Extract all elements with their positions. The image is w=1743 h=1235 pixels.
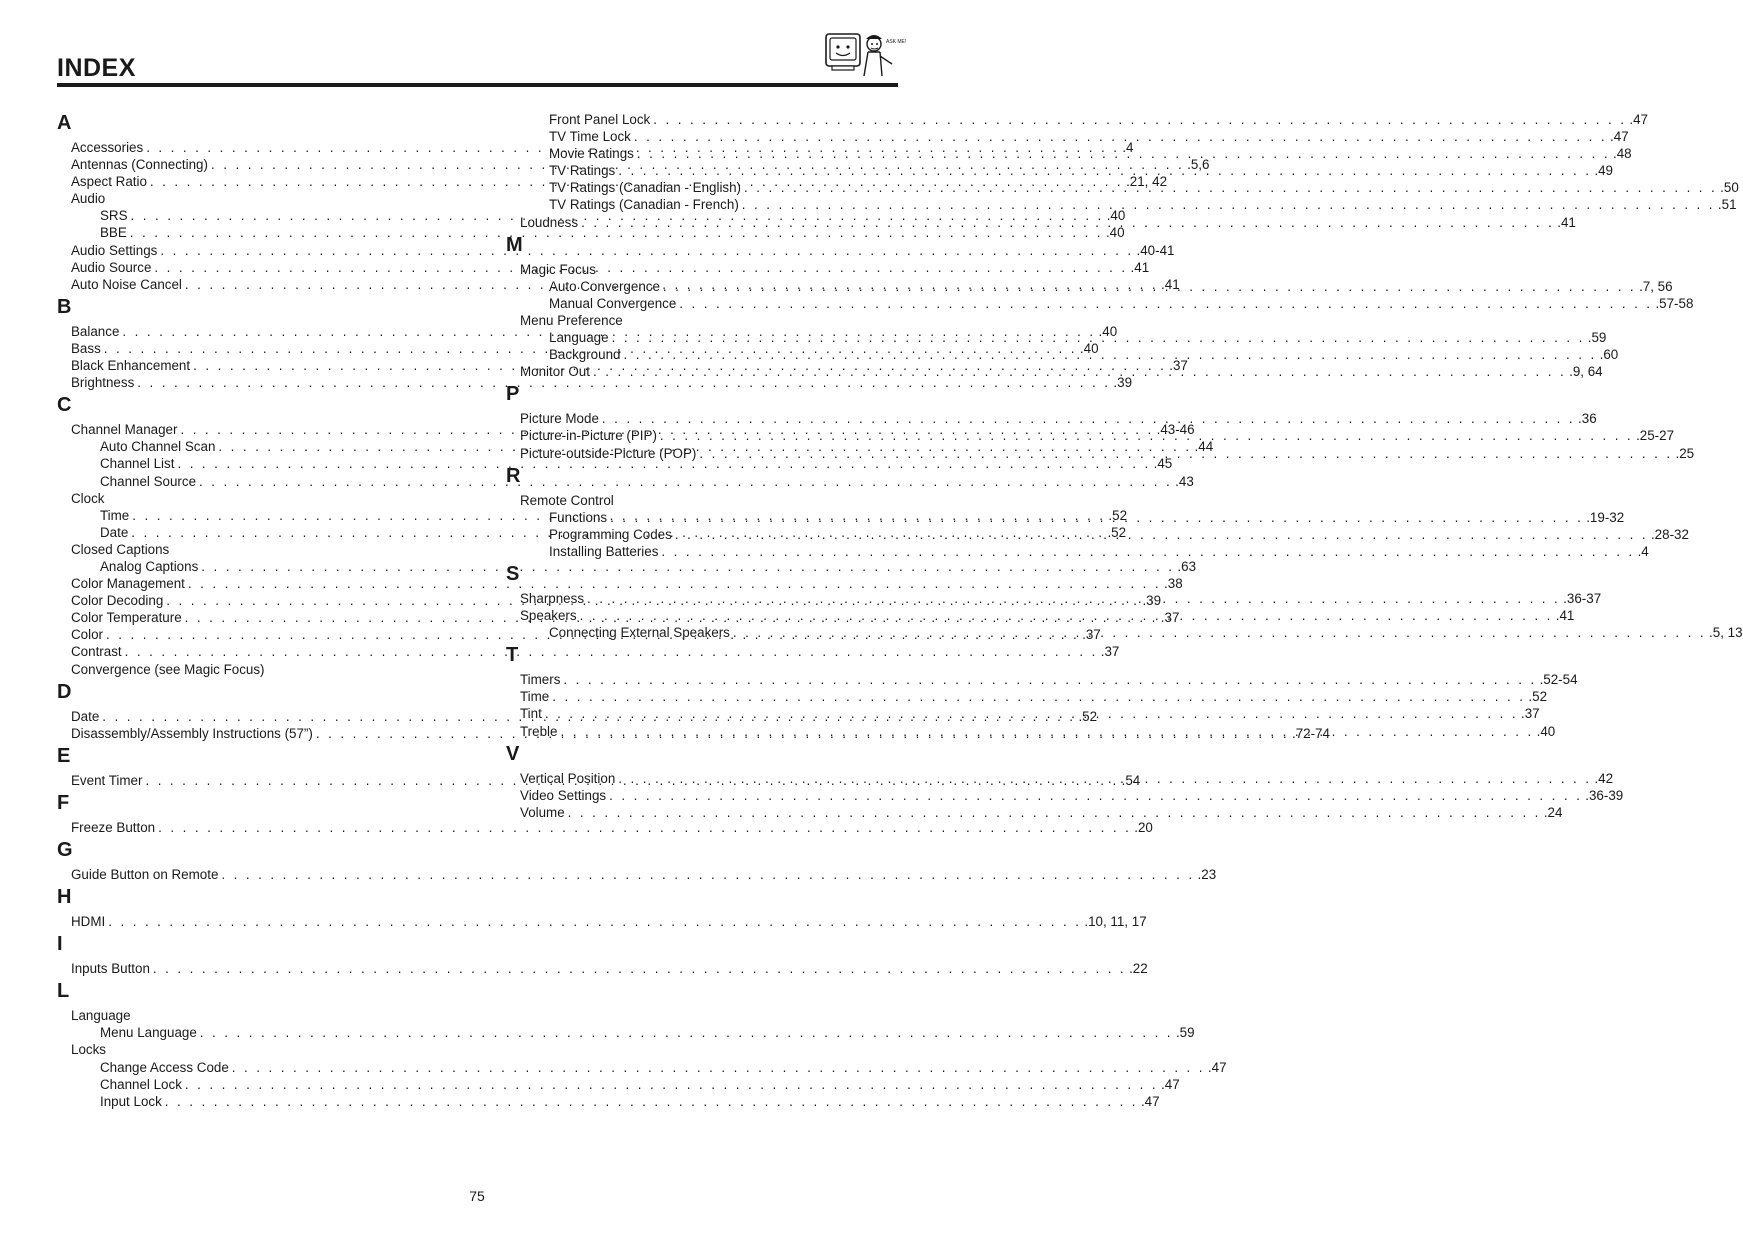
section-letter: M (506, 233, 523, 256)
entry-term: Language (71, 1008, 131, 1024)
index-entry (57, 473, 1194, 490)
entry-page-ref: .54 (1121, 772, 1141, 788)
entry-page-ref: .40 (1536, 723, 1556, 739)
ask-me-mascot-logo (824, 30, 907, 80)
section-letter: G (57, 839, 73, 861)
entry-term: Balance (71, 323, 120, 339)
entry-page-ref: .41 (1555, 608, 1575, 624)
index-section (57, 885, 1147, 930)
title-rule (57, 83, 898, 87)
dot-leader (660, 427, 1633, 444)
entry-page-ref: .47 (1207, 1059, 1227, 1075)
index-entry (57, 643, 1120, 660)
entry-term: Functions (549, 509, 608, 525)
entry-page-ref: .20 (1134, 819, 1153, 835)
entry-page-ref: .59 (1175, 1025, 1195, 1041)
entry-page-ref: .36 (1578, 411, 1597, 427)
section-letter: F (57, 791, 70, 814)
dot-leader (609, 787, 1582, 804)
dot-leader (610, 509, 1583, 526)
dot-leader (618, 770, 1591, 787)
entry-term: Audio (71, 191, 106, 207)
index-entry (57, 960, 1148, 977)
entry-page-ref: .48 (1612, 146, 1632, 162)
dot-leader (200, 1024, 1173, 1041)
entry-page-ref: .52-54 (1539, 672, 1578, 688)
entry-page-ref: .40 (1079, 340, 1099, 356)
index-section (57, 932, 1148, 977)
entry-term: SRS (100, 208, 128, 224)
dot-leader (661, 543, 1634, 560)
entry-term: Tint (520, 706, 542, 722)
dot-leader (744, 179, 1717, 196)
entry-page-ref: .37 (1520, 706, 1540, 722)
entry-page-ref: .40-41 (1136, 242, 1175, 258)
dot-leader (560, 723, 1533, 740)
index-entry (57, 224, 1125, 241)
dot-leader (602, 410, 1575, 427)
entry-page-ref: .44 (1194, 439, 1214, 455)
entry-page-ref: .41 (1130, 259, 1150, 275)
entry-term: HDMI (71, 914, 106, 930)
index-entry (57, 1076, 1180, 1093)
section-letter: T (506, 644, 519, 667)
entry-page-ref: .22 (1129, 961, 1148, 977)
entry-term: Input Lock (100, 1093, 162, 1109)
entry-page-ref: .36-37 (1563, 590, 1602, 606)
entry-page-ref: .41 (1161, 276, 1180, 292)
index-entry (506, 295, 1694, 312)
entry-term: TV Time Lock (549, 129, 631, 145)
index-entry (57, 1093, 1160, 1110)
index-entry (57, 913, 1147, 930)
entry-page-ref: .36-39 (1585, 787, 1624, 803)
entry-term: Change Access Code (100, 1059, 229, 1075)
section-letter: A (57, 112, 72, 134)
dot-leader (108, 913, 1081, 930)
entry-page-ref: .21, 42 (1126, 174, 1168, 190)
entry-page-ref: .50 (1720, 180, 1739, 196)
entry-page-ref: .25-27 (1636, 428, 1675, 444)
entry-term: Auto Convergence (549, 278, 660, 294)
entry-page-ref: .47 (1610, 129, 1629, 145)
dot-leader (221, 866, 1194, 883)
entry-term: Menu Language (100, 1025, 197, 1041)
entry-term: TV Ratings (Canadian - French) (549, 197, 739, 213)
index-entry (57, 374, 1133, 391)
index-entry (506, 196, 1737, 213)
entry-page-ref: .9, 64 (1569, 364, 1603, 380)
entry-term: Contrast (71, 644, 122, 660)
entry-page-ref: .40 (1106, 208, 1126, 224)
dot-leader (699, 445, 1672, 462)
entry-term: Aspect Ratio (71, 174, 147, 190)
entry-page-ref: .63 (1177, 558, 1197, 574)
index-entry (57, 1024, 1195, 1041)
entry-term: Treble (520, 723, 558, 739)
entry-page-ref: .4 (1637, 543, 1649, 559)
entry-term: Freeze Button (71, 819, 156, 835)
entry-term: Remote Control (520, 492, 614, 508)
section-letter: P (506, 383, 520, 406)
entry-term: Guide Button on Remote (71, 867, 219, 882)
dot-leader (618, 162, 1591, 179)
dot-leader (675, 526, 1648, 543)
dot-leader (733, 624, 1706, 641)
dot-leader (623, 346, 1596, 363)
entry-page-ref: .37 (1169, 358, 1188, 374)
index-entry (506, 787, 1624, 804)
dot-leader (663, 278, 1636, 295)
entry-term: Picture-in-Picture (PIP) (520, 428, 657, 444)
entry-term: Front Panel Lock (549, 112, 651, 127)
page-title: INDEX (57, 54, 136, 82)
entry-term: Background (549, 347, 621, 363)
entry-page-ref: .40 (1098, 323, 1118, 339)
entry-term: Brightness (71, 375, 135, 391)
index-entry (506, 671, 1578, 688)
index-entry (57, 1059, 1227, 1076)
index-entry (57, 242, 1175, 259)
index-entry (57, 819, 1153, 836)
entry-term: Black Enhancement (71, 358, 191, 374)
index-entry (506, 804, 1563, 821)
entry-term: Inputs Button (71, 961, 150, 977)
entry-term: Picture-outside-Picture (POP) (520, 445, 697, 461)
dot-leader (634, 128, 1607, 145)
entry-term: Bass (71, 340, 101, 356)
section-letter: I (57, 933, 63, 956)
dot-leader (637, 145, 1610, 162)
entry-term: Audio Settings (71, 242, 158, 258)
entry-page-ref: .7, 56 (1639, 278, 1673, 294)
section-letter: L (57, 980, 70, 1003)
index-section (57, 979, 1227, 1110)
entry-term: TV Ratings (Canadian - English) (549, 180, 742, 196)
entry-term: Manual Convergence (549, 295, 677, 311)
entry-term: Clock (71, 490, 105, 506)
entry-page-ref: .60 (1599, 347, 1619, 363)
entry-page-ref: .4 (1122, 140, 1134, 155)
entry-term: Picture Mode (520, 411, 599, 427)
dot-leader (568, 804, 1541, 821)
dot-leader (232, 1059, 1205, 1076)
section-letter: V (506, 742, 520, 765)
entry-term: Magic Focus (520, 261, 596, 277)
entry-term: Date (71, 708, 100, 724)
entry-term: Programming Codes (549, 526, 672, 542)
entry-term: Language (549, 330, 609, 346)
entry-term: Loudness (520, 214, 579, 230)
index-entry (57, 1041, 437, 1058)
entry-page-ref: .10, 11, 17 (1084, 914, 1147, 930)
entry-page-ref: .49 (1594, 163, 1613, 179)
entry-page-ref: .47 (1161, 1076, 1180, 1092)
dot-leader (653, 111, 1626, 128)
dot-leader (742, 196, 1715, 213)
entry-page-ref: .43 (1175, 473, 1194, 489)
entry-term: Channel Lock (100, 1076, 182, 1092)
entry-page-ref: .52 (1528, 689, 1548, 705)
entry-term: Video Settings (520, 787, 607, 803)
index-entry (506, 111, 1648, 128)
index-entry (506, 688, 1548, 705)
entry-page-ref: .19-32 (1586, 509, 1625, 525)
dot-leader (581, 214, 1554, 231)
entry-term: Analog Captions (100, 558, 199, 574)
section-letter: H (57, 886, 72, 909)
entry-term: TV Ratings (549, 163, 616, 179)
index-entry (506, 128, 1629, 145)
dot-leader (587, 590, 1560, 607)
entry-page-ref: .24 (1543, 804, 1563, 820)
section-letter: B (57, 295, 72, 318)
index-entry (506, 543, 1649, 560)
index-entry (57, 455, 1173, 472)
entry-term: Color (71, 627, 103, 643)
entry-page-ref: .37 (1160, 610, 1180, 626)
entry-term: Monitor Out (520, 364, 590, 380)
entry-term: Convergence (see Magic Focus) (71, 661, 265, 677)
section-letter: E (57, 744, 71, 767)
page-number: 75 (469, 1188, 485, 1204)
index-entry (57, 575, 1183, 592)
entry-page-ref: .41 (1557, 214, 1576, 230)
entry-page-ref: .5, 13 (1709, 625, 1743, 641)
dot-leader (545, 705, 1518, 722)
dot-leader (679, 295, 1652, 312)
entry-term: Channel List (100, 456, 175, 472)
index-entry (506, 492, 886, 509)
index-entry (506, 312, 886, 329)
index-section (57, 838, 1217, 883)
section-letter: R (506, 464, 521, 487)
index-entry (506, 145, 1632, 162)
index-entry (506, 261, 886, 278)
logo-text: ASK ME! (886, 39, 907, 45)
entry-page-ref: .5,6 (1187, 157, 1210, 173)
entry-term: Movie Ratings (549, 146, 634, 162)
entry-term: Color Management (71, 576, 185, 592)
dot-leader (153, 960, 1126, 977)
entry-term: Closed Captions (71, 541, 170, 557)
entry-term: Timers (520, 672, 561, 688)
entry-page-ref: .43-46 (1156, 422, 1195, 438)
entry-term: Audio Source (71, 259, 152, 275)
index-entry (57, 661, 437, 678)
dot-leader (580, 607, 1553, 624)
entry-term: Volume (520, 804, 565, 820)
dot-leader (185, 1076, 1158, 1093)
entry-page-ref: .37 (1100, 644, 1120, 660)
entry-term: BBE (100, 225, 127, 241)
entry-page-ref: .38 (1164, 576, 1183, 592)
dot-leader (593, 363, 1566, 380)
section-letter: D (57, 680, 72, 703)
entry-term: Disassembly/Assembly Instructions (57”) (71, 725, 313, 741)
index-entry (57, 490, 437, 507)
entry-page-ref: .42 (1594, 770, 1614, 786)
entry-term: Speakers (520, 608, 577, 624)
entry-page-ref: .28-32 (1650, 526, 1689, 542)
entry-page-ref: .40 (1105, 225, 1125, 241)
entry-page-ref: .57-58 (1655, 295, 1694, 311)
dot-leader (612, 329, 1585, 346)
section-letter: C (57, 394, 72, 417)
entry-term: Auto Noise Cancel (71, 276, 182, 292)
entry-term: Channel Manager (71, 422, 178, 438)
index-entry (57, 558, 1197, 575)
entry-term: Sharpness (520, 590, 585, 606)
entry-page-ref: .52 (1107, 524, 1127, 540)
index-entry (506, 410, 1597, 427)
entry-term: Antennas (Connecting) (71, 157, 208, 173)
entry-page-ref: .39 (1113, 375, 1133, 391)
entry-term: Color Temperature (71, 610, 182, 626)
entry-page-ref: .25 (1675, 445, 1695, 461)
entry-page-ref: .51 (1717, 197, 1737, 213)
entry-page-ref: .45 (1153, 456, 1173, 472)
entry-page-ref: .52 (1108, 507, 1128, 523)
index-entry (57, 866, 1217, 883)
entry-term: Channel Source (100, 473, 197, 489)
entry-term: Time (100, 507, 130, 523)
entry-term: Connecting External Speakers (549, 625, 730, 641)
entry-term: Locks (71, 1042, 106, 1058)
entry-term: Color Decoding (71, 593, 164, 609)
entry-page-ref: .37 (1082, 627, 1101, 643)
index-entry (57, 190, 437, 207)
entry-term: Date (100, 524, 129, 540)
entry-term: Menu Preference (520, 312, 623, 328)
entry-term: Event Timer (71, 772, 143, 788)
index-entry (57, 1007, 437, 1024)
entry-page-ref: .47 (1140, 1093, 1160, 1109)
entry-term: Auto Channel Scan (100, 439, 216, 455)
entry-page-ref: .47 (1629, 112, 1648, 127)
entry-page-ref: .52 (1078, 708, 1098, 724)
entry-term: Installing Batteries (549, 543, 659, 559)
entry-term: Vertical Position (520, 770, 616, 786)
entry-term: Time (520, 689, 550, 705)
dot-leader (165, 1093, 1138, 1110)
entry-page-ref: .72-74 (1291, 725, 1330, 741)
dot-leader (552, 688, 1525, 705)
dot-leader (563, 671, 1536, 688)
section-letter: S (506, 562, 520, 585)
entry-term: Accessories (71, 140, 144, 155)
entry-page-ref: .59 (1587, 330, 1607, 346)
index-entry (57, 541, 437, 558)
entry-page-ref: .23 (1197, 867, 1217, 882)
entry-page-ref: .39 (1142, 593, 1162, 609)
